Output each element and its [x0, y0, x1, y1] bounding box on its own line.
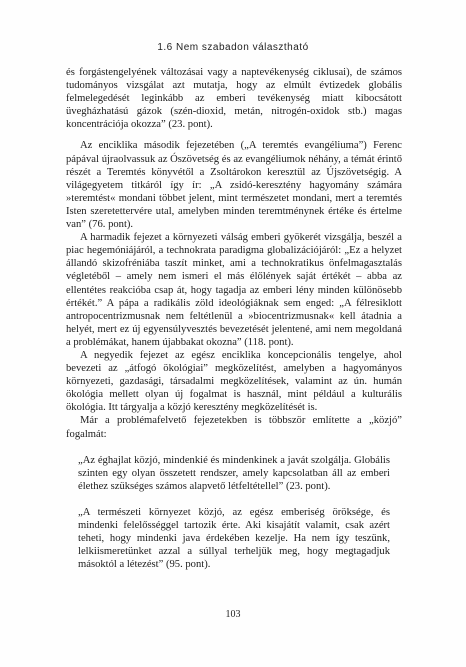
- page-body: [66, 66, 402, 571]
- block-quote-climate: „Az éghajlat közjó, mindenkié és mindenkinek a javát szolgálja. Globális szinten egy olyan összetett rendszer, amely kapcsolatban áll az emberi élethez szükséges számos alapvető létfeltétellel” (23. pont).: [78, 454, 390, 492]
- block-quote-environment: „A természeti környezet közjó, az egész emberiség öröksége, és mindenki felelősséggel tartozik érte. Aki kisajátít valamit, csak azért teheti, hogy mindenki java érdekében kezelje. Ha nem így teszünk, lelkiismeretünket azzal a súllyal terheljük meg, hogy megtagadjuk másoktól a létezést” (95. pont).: [78, 506, 390, 571]
- page-number: 103: [225, 609, 241, 620]
- paragraph-chapter-three: A harmadik fejezet a környezeti válság emberi gyökerét vizsgálja, beszél a piac hegemóniájáról, a technokrata paradigma globalizációjáról: „Ez a helyzet állandó skizofréniába taszít minket, ami a technokratikus önfelmagasztalás végletéből – amely nem ismeri el más élőlények saját értékét – abba az ellentétes reakcióba csap át, hogy tagadja az emberi lény minden különösebb értékét.” A pápa a radikális zöld ideológiáknak sem enged: „A félresiklott antropocentrizmusnak nem feltétlenül a »biocentrizmusnak« kell átadnia a helyét, mert ez új egyensúlyvesztés bevezetését jelentené, ami nem megoldaná a problémákat, hanem újabbakat okozna” (118. pont).: [66, 232, 402, 348]
- running-header: 1.6 Nem szabadon választható: [157, 42, 309, 53]
- continued-paragraph: és forgástengelyének változásai vagy a naptevékenység ciklusai), de számos tudományos vizsgálat azt mutatja, hogy az elmúlt évtizedek globális felmelegedését leginkább az emberi tevékenység miatt kibocsátott üvegházhatású gázok (szén-dioxid, metán, nitrogén-oxidok stb.) magas koncentrációja okozza” (23. pont).: [66, 67, 402, 131]
- paragraph-chapter-four: A negyedik fejezet az egész enciklika koncepcionális tengelye, ahol bevezeti az „átfogó ökológiai” megközelítést, amelyben a hagyományos környezeti, gazdasági, társadalmi megközelítések, valamint az ún. humán ökológia mellett olyan új fogalmat is használ, mint például a kulturális ökológia. Itt tárgyalja a közjó keresztény megközelítését is.: [66, 349, 402, 414]
- paragraph-common-good: Már a problémafelvető fejezetekben is többször említette a „közjó” fogalmát:: [66, 415, 402, 440]
- paragraph-chapter-two: Az enciklika második fejezetében („A teremtés evangéliuma”) Ferenc pápával újraolvassuk az Ószövetség és az evangéliumok néhány, a témát érintő részét a Teremtés könyvétől a Zsoltárokon keresztül az Újszövetségig. A világegyetem titkáról így ír: „A zsidó-keresztény hagyomány számára »teremtést« mondani többet jelent, mint természetet mondani, mert a teremtés Isten szeretettervére utal, amelyben minden teremtménynek értéke és értelme van” (76. pont).: [66, 140, 402, 231]
